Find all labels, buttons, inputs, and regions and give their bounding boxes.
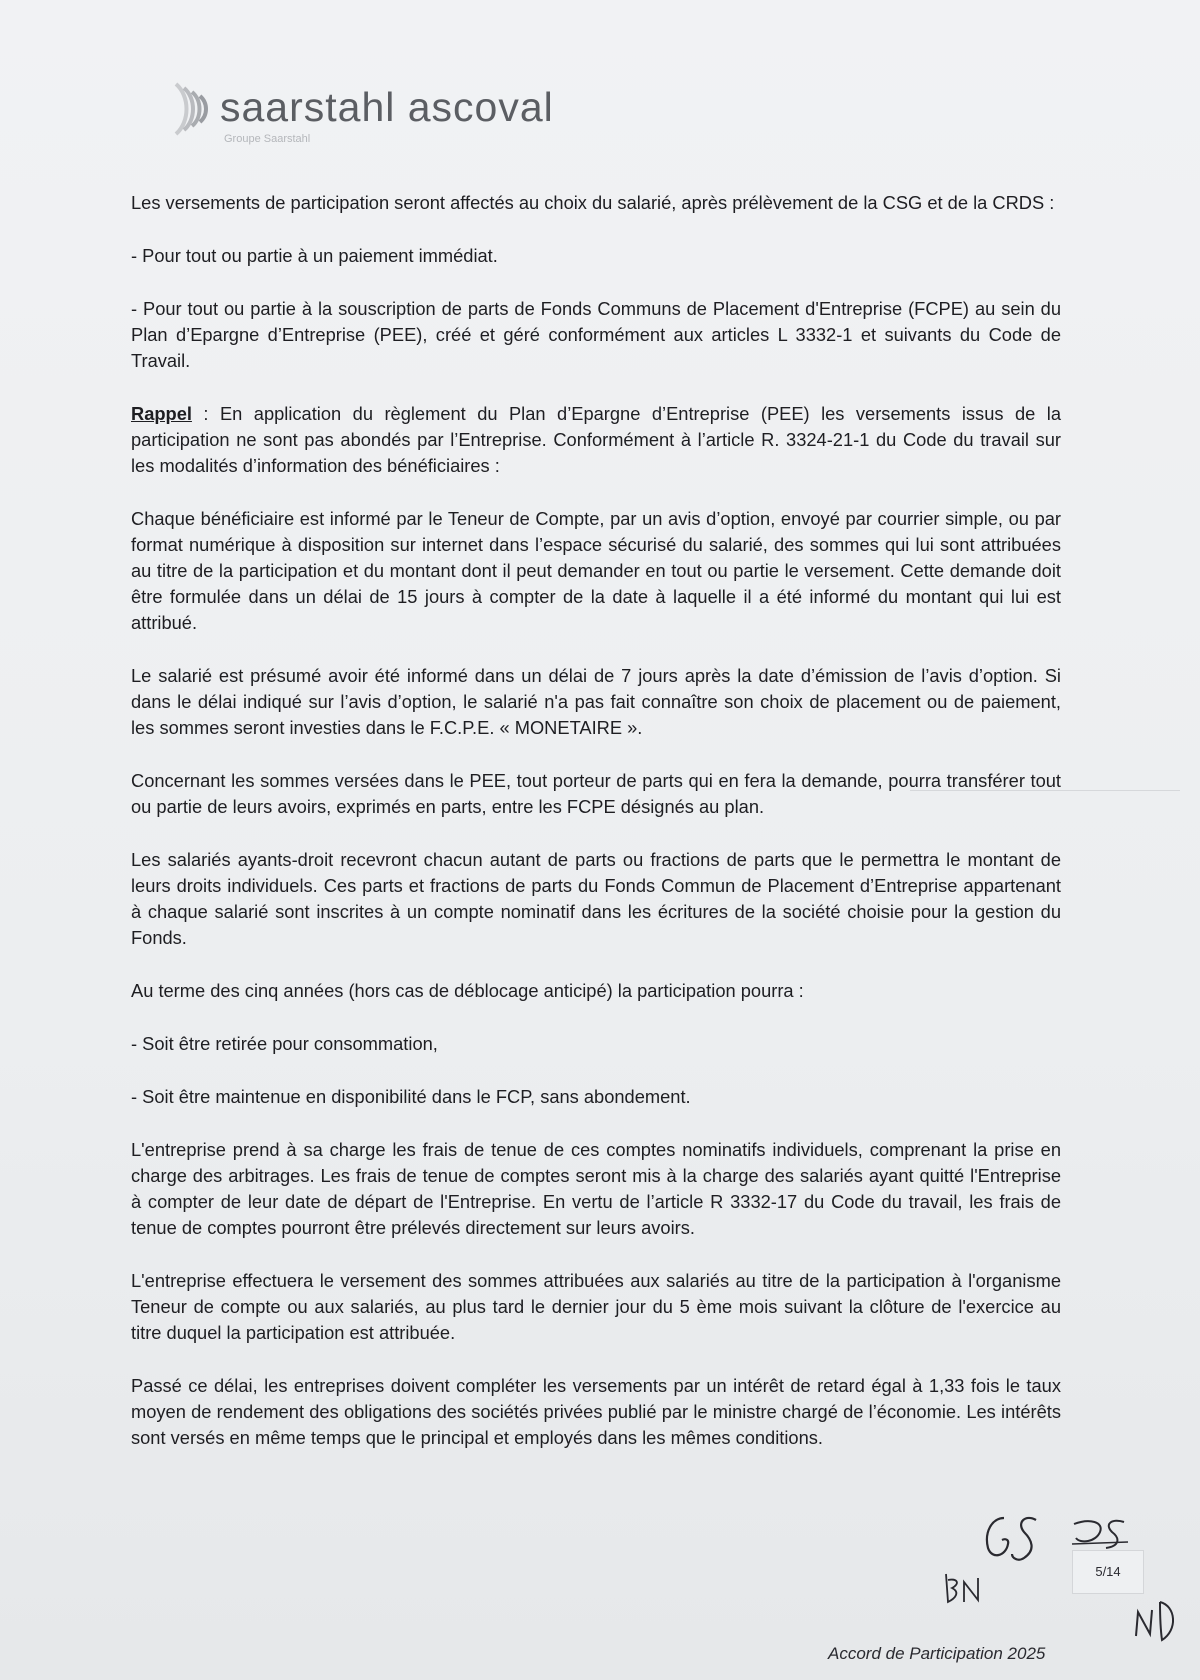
paragraph-information: Chaque bénéficiaire est informé par le Teneur de Compte, par un avis d’option, envoyé par courrier simple, ou par format numérique à disposition sur internet dans l’espace sécurisé du salarié, des sommes qui lui sont attribuées au titre de la participation et du montant dont il peut demander en tout ou partie le versement. Cette demande doit être formulée dans un délai de 15 jours à compter de la date à laquelle il a été informé du montant qui lui est attribué. [131,508,1061,633]
paragraph-option-fcpe: - Pour tout ou partie à la souscription de parts de Fonds Communs de Placement d'Entreprise (FCPE) au sein du Plan d’Epargne d’Entreprise (PEE), créé et géré conformément aux articles L 3332-1 et suivants du Code de Travail. [131,298,1061,371]
paragraph-payment-deadline: L'entreprise effectuera le versement des sommes attribuées aux salariés au titre de la participation à l'organisme Teneur de compte ou aux salariés, au plus tard le dernier jour du 5 ème mois suivant la clôture de l'exercice au titre duquel la participation est attribuée. [131,1270,1061,1343]
footer-title: Accord de Participation 2025 [828,1644,1046,1663]
page-number: 5/14 [1072,1550,1144,1594]
paragraph-presumption: Le salarié est présumé avoir été informé dans un délai de 7 jours après la date d’émission de l’avis d’option. Si dans le délai indiqué sur l’avis d’option, le salarié n'a pas fait connaître son choix de placement ou de paiement, les sommes seront investies dans le F.C.P.E. « MONETAIRE ». [131,665,1061,738]
paragraph-option-immediate: - Pour tout ou partie à un paiement immédiat. [131,245,498,266]
document-body [131,190,1061,1478]
paragraph-maintained: - Soit être maintenue en disponibilité dans le FCP, sans abondement. [131,1086,691,1107]
company-logo [168,78,588,148]
initials-gs [978,1510,1048,1566]
paragraph-shares: Les salariés ayants-droit recevront chacun autant de parts ou fractions de parts que le permettra le montant de leurs droits individuels. Ces parts et fractions de parts du Fonds Commun de Placement d’Entreprise appartenant à chaque salarié sont inscrites à un compte nominatif dans les écritures de la société choisie pour la gestion du Fonds. [131,849,1061,948]
logo-wordmark: saarstahl ascoval [220,84,554,130]
initials-bn [940,1568,986,1608]
logo-swoosh-icon [168,78,216,140]
paragraph-late-interest: Passé ce délai, les entreprises doivent compléter les versements par un intérêt de retard égal à 1,33 fois le taux moyen de rendement des obligations des sociétés privées publié par le ministre chargé de l’économie. Les intérêts sont versés en même temps que le principal et employés dans les mêmes conditions. [131,1375,1061,1448]
rappel-text: : En application du règlement du Plan d’Epargne d’Entreprise (PEE) les versements issus de la participation ne sont pas abondés par l’Entreprise. Conformément à l’article R. 3324-21-1 du Code du travail sur les modalités d’information des bénéficiaires : [131,403,1061,476]
logo-tagline: Groupe Saarstahl [224,133,311,145]
paragraph-rappel [131,401,1061,479]
initials-nd [1132,1596,1182,1646]
paragraph-intro: Les versements de participation seront affectés au choix du salarié, après prélèvement de la CSG et de la CRDS : [131,192,1055,213]
paragraph-five-years: Au terme des cinq années (hors cas de déblocage anticipé) la participation pourra : [131,980,804,1001]
paragraph-fees: L'entreprise prend à sa charge les frais de tenue de ces comptes nominatifs individuels, comprenant la prise en charge des arbitrages. Les frais de tenue de comptes seront mis à la charge des salariés ayant quitté l'Entreprise à compter de leur date de départ de l'Entreprise. En vertu de l’article R 3332-17 du Code du travail, les frais de tenue de comptes pourront être prélevés directement sur leurs avoirs. [131,1139,1061,1238]
initials-ds [1070,1514,1130,1554]
paragraph-withdrawal: - Soit être retirée pour consommation, [131,1033,438,1054]
paragraph-transfer: Concernant les sommes versées dans le PEE, tout porteur de parts qui en fera la demande, pourra transférer tout ou partie de leurs avoirs, exprimés en parts, entre les FCPE désignés au plan. [131,770,1061,817]
rappel-label: Rappel [131,403,192,424]
